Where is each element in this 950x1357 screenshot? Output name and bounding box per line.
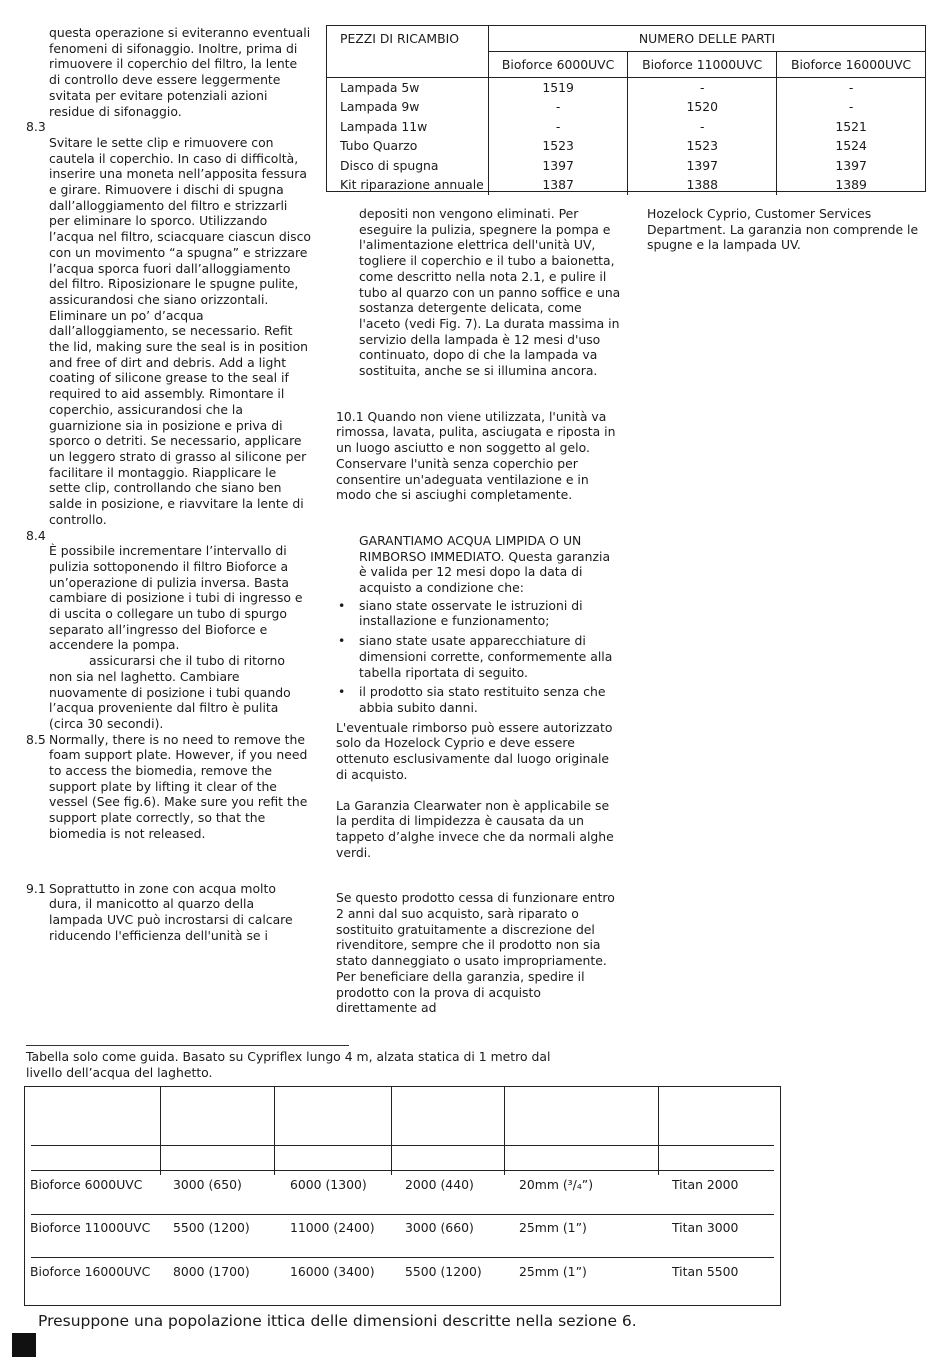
part-number: -: [489, 98, 628, 118]
list-item: [336, 684, 621, 715]
part-label: Disco di spugna: [340, 157, 439, 173]
row-divider: [31, 1145, 774, 1146]
bullet-icon: •: [338, 633, 346, 649]
parts-header: PEZZI DI RICAMBIO: [340, 30, 459, 46]
section-9-1: [26, 881, 311, 944]
part-number: -: [489, 117, 628, 137]
table-row: [25, 1177, 780, 1195]
footnote-rule: [26, 1045, 349, 1046]
column-left: [26, 25, 311, 943]
section-8-3: [26, 119, 311, 527]
section-10-1: 10.1 Quando non viene utilizzata, l'unità va rimossa, lavata, pulita, asciugata e riposta in un luogo asciutto e non soggetto al gelo. Conservare l'unità senza coperchio per consentire un'adeguata ventilazione e in modo che si asciughi completamente.: [336, 408, 616, 503]
column-divider: [274, 1087, 275, 1175]
section-number: 8.5: [26, 731, 46, 747]
part-label: Kit riparazione annuale: [340, 177, 484, 193]
part-label: Lampada 5w: [340, 79, 420, 95]
section-text: Soprattutto in zone con acqua molto dura, il manicotto al quarzo della lampada UVC può incrostarsi di calcare riducendo l'efficienza dell'unità se i: [49, 880, 293, 943]
part-number: 1520: [628, 98, 777, 118]
table-row: [25, 1264, 780, 1282]
part-number: 1397: [777, 156, 925, 176]
part-number: 1389: [777, 176, 925, 196]
spacer: [336, 503, 621, 533]
section-text: Normally, there is no need to remove the foam support plate. However, if you need to access the biomedia, remove the support plate by lifting it clear of the vessel (See fig.6). Make sure you refit the support plate correctly, so that the biomedia is not released.: [49, 731, 308, 841]
part-number: 1397: [628, 156, 777, 176]
part-number: -: [777, 98, 925, 118]
pump-sizing-table: [24, 1086, 781, 1306]
footnote: Tabella solo come guida. Basato su Cypriflex lungo 4 m, alzata statica di 1 metro dal livello dell’acqua del laghetto.: [26, 1049, 551, 1080]
spacer: [336, 783, 621, 798]
model-cell: Bioforce 11000UVC: [30, 1220, 151, 1235]
table-row: [327, 78, 925, 98]
spacer: [336, 860, 621, 890]
bullet-text: il prodotto sia stato restituito senza che abbia subito danni.: [359, 684, 606, 715]
warranty-address: Hozelock Cyprio, Customer Services Department. La garanzia non comprende le spugne e la lampada UV.: [647, 206, 919, 253]
model-header: Bioforce 11000UVC: [628, 52, 777, 78]
value-cell: 6000 (1300): [290, 1177, 367, 1192]
part-label: Lampada 11w: [340, 118, 428, 134]
model-header: Bioforce 6000UVC: [489, 52, 628, 78]
section-text-cont: assicurarsi che il tubo di ritorno non sia nel laghetto. Cambiare nuovamente di posizione i tubi quando l’acqua proveniente dal filtro è pulita (circa 30 secondi).: [49, 653, 291, 731]
model-header: Bioforce 16000UVC: [777, 52, 925, 78]
table-row: [25, 1220, 780, 1238]
part-number: 1524: [777, 137, 925, 157]
uv-cleaning-paragraph: depositi non vengono eliminati. Per eseguire la pulizia, spegnere la pompa e l'alimentazione elettrica dell'unità UV, togliere il coperchio e il tubo a baionetta, come descritto nella nota 2.1, e pulire il tubo al quarzo con un panno soffice e una sostanza detergente delicata, come l'aceto (vedi Fig. 7). La durata massima in servizio della lampada è 12 mesi d'uso continuato, dopo di che la lampada va sostituita, anche se si illumina ancora.: [359, 206, 621, 379]
row-divider: [31, 1214, 774, 1215]
table-row: [327, 156, 925, 176]
section-number: 8.4: [26, 527, 46, 543]
hose-size-cell: 25mm (1”): [519, 1220, 587, 1235]
spacer: [336, 379, 621, 409]
column-divider: [160, 1087, 161, 1175]
part-label: Tubo Quarzo: [340, 138, 418, 154]
part-number: -: [777, 78, 925, 98]
value-cell: 11000 (2400): [290, 1220, 375, 1235]
section-number: 8.3: [26, 119, 46, 135]
part-number: 1397: [489, 156, 628, 176]
value-cell: 3000 (660): [405, 1220, 474, 1235]
model-cell: Bioforce 6000UVC: [30, 1177, 143, 1192]
intro-paragraph: questa operazione si eviteranno eventuali fenomeni di sifonaggio. Inoltre, prima di rimuovere il coperchio del filtro, la lente di controllo deve essere leggermente svitata per evitare potenziali azioni residue di sifonaggio.: [49, 25, 311, 119]
row-divider: [31, 1170, 774, 1171]
part-number: -: [628, 117, 777, 137]
section-8-4: [26, 528, 311, 732]
empty-cell: [327, 52, 489, 78]
column-divider: [504, 1087, 505, 1175]
spare-parts-table: [326, 25, 926, 192]
part-number: 1523: [489, 137, 628, 157]
part-number: 1387: [489, 176, 628, 196]
column-divider: [658, 1087, 659, 1175]
page-marker: [12, 1333, 36, 1357]
part-number: 1519: [489, 78, 628, 98]
hose-size-cell: 25mm (1”): [519, 1264, 587, 1279]
clearwater-paragraph: La Garanzia Clearwater non è applicabile se la perdita di limpidezza è causata da un tappeto d’alghe invece che da normali alghe verdi.: [336, 797, 614, 860]
list-item: [336, 598, 621, 629]
column-divider: [391, 1087, 392, 1175]
part-label: Lampada 9w: [340, 99, 420, 115]
value-cell: 8000 (1700): [173, 1264, 250, 1279]
bullet-text: siano state usate apparecchiature di dimensioni corrette, conformemente alla tabella riportata di seguito.: [359, 633, 613, 680]
section-number: 9.1: [26, 880, 46, 896]
section-text: Svitare le sette clip e rimuovere con cautela il coperchio. In caso di difficoltà, inserire una moneta nell’apposita fessura e girare. Rimuovere i dischi di spugna dall’alloggiamento del filtro e strizzarli per eliminare lo sporco. Utilizzando l’acqua nel filtro, sciacquare ciascun disco con un movimento “a spugna” e strizzare l’acqua sporca fuori dall’alloggiamento del filtro. Riposizionare le spugne pulite, assicurandosi che siano orizzontali. Eliminare un po’ d’acqua dall’alloggiamento, se necessario. Refit the lid, making sure the seal is in position and free of dirt and debris. Add a light coating of silicone grease to the seal if required to aid assembly. Rimontare il coperchio, assicurandosi che la guarnizione sia in posizione e priva di sporco o detriti. Se necessario, applicare un leggero strato di grasso al silicone per facilitare il montaggio. Riapplicare le sette clip, controllando che siano ben salde in posizione, e riavvitare la lente di controllo.: [49, 134, 312, 527]
bullet-icon: •: [338, 597, 346, 613]
table-row: [327, 98, 925, 118]
table-row: [327, 117, 925, 137]
table-row: [327, 137, 925, 157]
spacer: [26, 842, 311, 872]
value-cell: 2000 (440): [405, 1177, 474, 1192]
row-divider: [31, 1257, 774, 1258]
value-cell: 5500 (1200): [405, 1264, 482, 1279]
section-text: È possibile incrementare l’intervallo di pulizia sottoponendo il filtro Bioforce a un’operazione di pulizia inversa. Basta cambiare di posizione i tubi di ingresso e di uscita o collegare un tubo di spurgo separato all’ingresso del Bioforce e accendere la pompa.: [49, 543, 303, 653]
column-middle: [336, 206, 621, 1016]
parts-group-header: NUMERO DELLE PARTI: [489, 26, 926, 52]
section-8-5: [26, 732, 311, 842]
part-number: 1523: [628, 137, 777, 157]
model-cell: Bioforce 16000UVC: [30, 1264, 151, 1279]
pump-cell: Titan 5500: [672, 1264, 739, 1279]
part-number: -: [628, 78, 777, 98]
value-cell: 5500 (1200): [173, 1220, 250, 1235]
pump-cell: Titan 3000: [672, 1220, 739, 1235]
part-number: 1388: [628, 176, 777, 196]
column-right: [647, 206, 927, 253]
bullet-icon: •: [338, 684, 346, 700]
bullet-text: siano state osservate le istruzioni di installazione e funzionamento;: [359, 597, 583, 629]
guarantee-paragraph: GARANTIAMO ACQUA LIMPIDA O UN RIMBORSO IMMEDIATO. Questa garanzia è valida per 12 mesi dopo la data di acquisto a condizione che:: [359, 532, 611, 596]
value-cell: 16000 (3400): [290, 1264, 375, 1279]
table-row: [327, 176, 925, 196]
part-number: 1521: [777, 117, 925, 137]
bottom-note: Presuppone una popolazione ittica delle dimensioni descritte nella sezione 6.: [38, 1312, 637, 1330]
list-item: [336, 633, 621, 680]
value-cell: 3000 (650): [173, 1177, 242, 1192]
refund-paragraph: L'eventuale rimborso può essere autorizzato solo da Hozelock Cyprio e deve essere ottenuto esclusivamente dal luogo originale di acquisto.: [336, 719, 613, 782]
spacer: [26, 872, 311, 881]
hose-size-cell: 20mm (³/₄”): [519, 1177, 594, 1192]
pump-cell: Titan 2000: [672, 1177, 739, 1192]
warranty-paragraph: Se questo prodotto cessa di funzionare entro 2 anni dal suo acquisto, sarà riparato o sostituito gratuitamente a discrezione del rivenditore, sempre che il prodotto non sia stato danneggiato o usato impropriamente. Per beneficiare della garanzia, spedire il prodotto con la prova di acquisto direttamente ad: [336, 890, 615, 1016]
